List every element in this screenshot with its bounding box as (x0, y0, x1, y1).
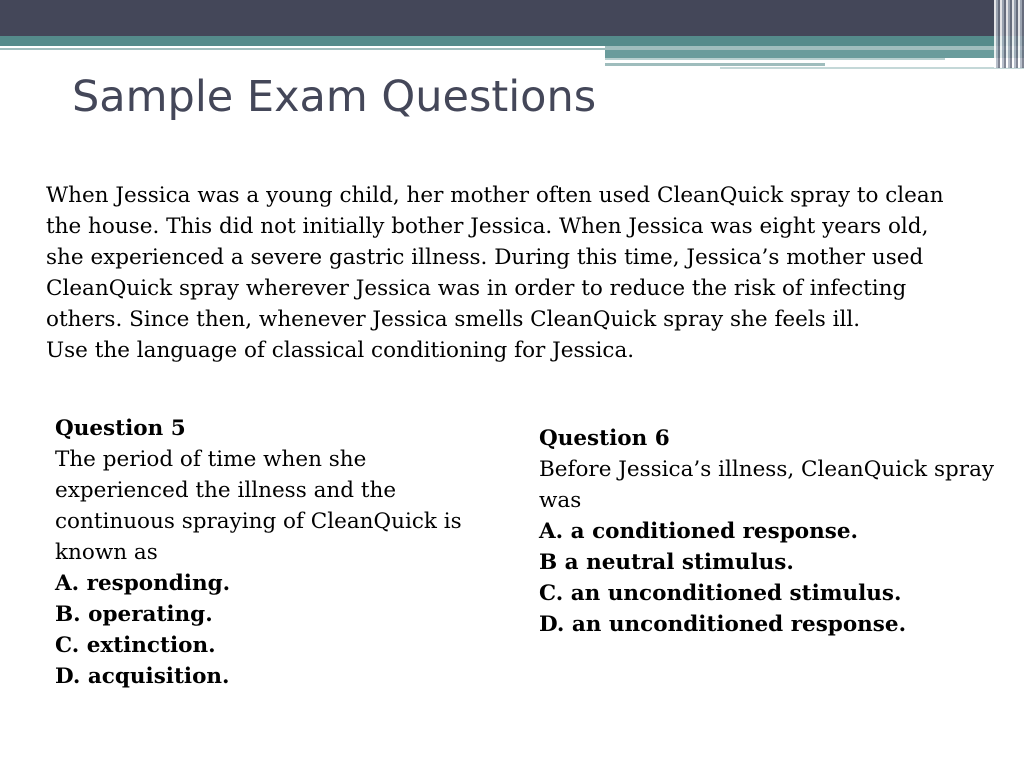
header-teal-low-bar (605, 50, 1024, 58)
scenario-text (46, 180, 966, 366)
header-thin-line-3 (720, 67, 1024, 69)
question-5-option-b: B. operating. (55, 602, 213, 627)
question-6-option-b: B a neutral stimulus. (539, 550, 794, 575)
question-5-option-c: C. extinction. (55, 633, 216, 658)
question-6-option-d: D. an unconditioned response. (539, 612, 907, 637)
header-dark-bar (0, 0, 1024, 36)
slide-title: Sample Exam Questions (72, 72, 597, 122)
header-teal-bar (0, 36, 1024, 46)
question-6-heading: Question 6 (539, 426, 670, 451)
header-thin-line-1 (605, 58, 945, 60)
scenario-paragraph: When Jessica was a young child, her mother often used CleanQuick spray to clean the house. This did not initially bother Jessica. When Jessica was eight years old, she experienced a severe gastric illness. During this time, Jessica’s mother used CleanQuick spray wherever Jessica was in order to reduce the risk of infecting others. Since then, whenever Jessica smells CleanQuick spray she feels ill. (46, 183, 944, 332)
question-6-text: Before Jessica’s illness, CleanQuick spray was (539, 457, 995, 513)
question-6-option-c: C. an unconditioned stimulus. (539, 581, 902, 606)
question-6-option-a: A. a conditioned response. (539, 519, 858, 544)
header-vertical-stripes (994, 0, 1024, 68)
question-5-option-a: A. responding. (55, 571, 231, 596)
question-5 (55, 413, 505, 692)
header-white-line (0, 46, 605, 48)
question-5-text: The period of time when she experienced the illness and the continuous spraying of CleanQuick is known as (55, 447, 462, 565)
question-5-heading: Question 5 (55, 416, 186, 441)
question-5-option-d: D. acquisition. (55, 664, 230, 689)
header-thin-line-2 (605, 63, 825, 66)
question-6 (539, 423, 999, 640)
instruction-text: Use the language of classical conditioning for Jessica. (46, 338, 635, 363)
